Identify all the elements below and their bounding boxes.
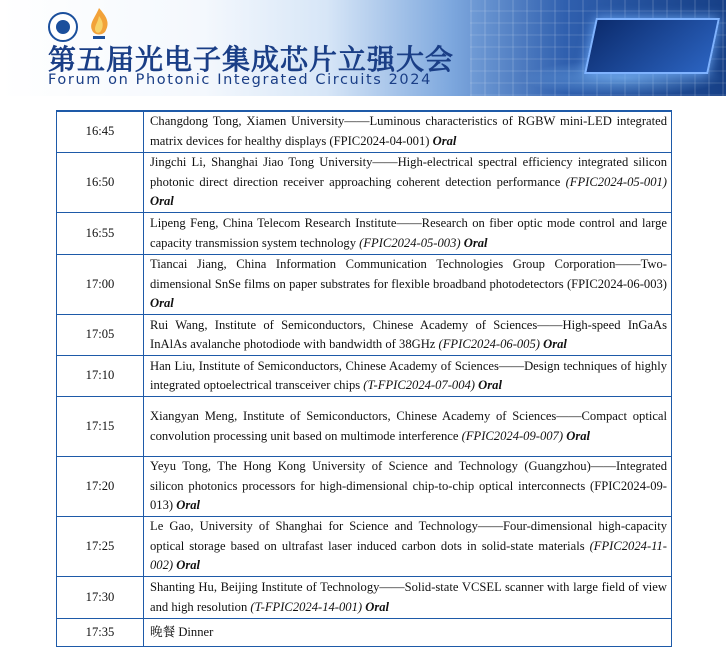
talk-cell (144, 213, 672, 255)
flame-logo-icon (84, 6, 114, 42)
presentation-type: Oral (463, 235, 488, 250)
talk-cell (144, 517, 672, 577)
paper-code: (FPIC2024-11-002) (150, 538, 667, 573)
talk-cell (144, 619, 672, 647)
talk-cell (144, 315, 672, 356)
time-cell: 17:05 (57, 315, 144, 356)
talk-text: Tiancai Jiang, China Information Communication Technologies Group Corporation——Two-dimensional SnSe films on paper substrates for flexible broadband photodetectors (FPIC2024-06-003) (150, 257, 667, 291)
time-cell: 17:30 (57, 577, 144, 619)
paper-code: (FPIC2024-06-005) (438, 337, 540, 351)
presentation-type: Oral (150, 194, 174, 209)
paper-code: (FPIC2024-09-007) (461, 428, 564, 443)
table-row (57, 356, 672, 397)
table-row (57, 315, 672, 356)
table-row (57, 517, 672, 577)
table-row (57, 153, 672, 213)
chip-graphic (584, 18, 720, 74)
talk-cell (144, 111, 672, 153)
presentation-type: Oral (566, 428, 591, 443)
time-cell: 17:00 (57, 255, 144, 315)
talk-cell (144, 577, 672, 619)
talk-text: Changdong Tong, Xiamen University——Luminous characteristics of RGBW mini-LED integrated matrix devices for healthy displays (FPIC2024-04-001) (150, 114, 667, 148)
paper-code: (T-FPIC2024-07-004) (363, 378, 475, 392)
talk-text: Lipeng Feng, China Telecom Research Institute——Research on fiber optic mode control and large capacity transmission system technology (150, 216, 667, 250)
paper-code: (T-FPIC2024-14-001) (250, 599, 363, 614)
table-row (57, 111, 672, 153)
presentation-type: Oral (176, 558, 201, 573)
presentation-type: Oral (150, 296, 174, 311)
talk-text: 晚餐 Dinner (150, 624, 214, 639)
talk-text: Han Liu, Institute of Semiconductors, Chinese Academy of Sciences——Design techniques of highly integrated optoelectrical transceiver chips (150, 358, 667, 392)
table-row (57, 213, 672, 255)
presentation-type: Oral (478, 378, 502, 392)
time-cell: 17:10 (57, 356, 144, 397)
time-cell: 17:25 (57, 517, 144, 577)
presentation-type: Oral (432, 133, 457, 148)
talk-text: Rui Wang, Institute of Semiconductors, Chinese Academy of Sciences——High-speed InGaAs InAlAs avalanche photodiode with bandwidth of 38GHz (150, 317, 667, 351)
table-row (57, 397, 672, 457)
schedule-table (56, 110, 672, 647)
time-cell: 17:20 (57, 457, 144, 517)
time-cell: 17:35 (57, 619, 144, 647)
time-cell: 16:45 (57, 111, 144, 153)
talk-text: Le Gao, University of Shanghai for Science and Technology——Four-dimensional high-capacity optical storage based on ultrafast laser induced carbon dots in solid-state materials (150, 519, 667, 553)
talk-cell (144, 457, 672, 517)
presentation-type: Oral (365, 599, 390, 614)
table-row (57, 619, 672, 647)
time-cell: 17:15 (57, 397, 144, 457)
time-cell: 16:55 (57, 213, 144, 255)
talk-cell (144, 255, 672, 315)
talk-text: Shanting Hu, Beijing Institute of Technology——Solid-state VCSEL scanner with large field of view and high resolution (150, 580, 667, 614)
table-row (57, 577, 672, 619)
talk-text: Jingchi Li, Shanghai Jiao Tong University——High-electrical spectral efficiency integrated silicon photonic direct direction receiver approaching coherent detection performance (150, 155, 667, 189)
forum-title-english: Forum on Photonic Integrated Circuits 2024 (48, 72, 432, 88)
talk-cell (144, 153, 672, 213)
presentation-type: Oral (543, 337, 567, 351)
time-cell: 16:50 (57, 153, 144, 213)
talk-cell (144, 397, 672, 457)
table-row (57, 255, 672, 315)
table-row (57, 457, 672, 517)
talk-cell (144, 356, 672, 397)
presentation-type: Oral (176, 498, 201, 513)
header-banner (0, 0, 726, 96)
talk-text: Xiangyan Meng, Institute of Semiconductors, Chinese Academy of Sciences——Compact optical convolution processing unit based on multimode interference (150, 409, 667, 443)
talk-text: Yeyu Tong, The Hong Kong University of Science and Technology (Guangzhou)——Integrated silicon photonics processors for high-dimensional chip-to-chip optical interconnects (FPIC2024-09-013) (150, 459, 667, 513)
paper-code: (FPIC2024-05-003) (359, 235, 461, 250)
paper-code: (FPIC2024-05-001) (565, 174, 667, 189)
forum-title-chinese: 第五届光电子集成芯片立强大会 (48, 43, 455, 76)
